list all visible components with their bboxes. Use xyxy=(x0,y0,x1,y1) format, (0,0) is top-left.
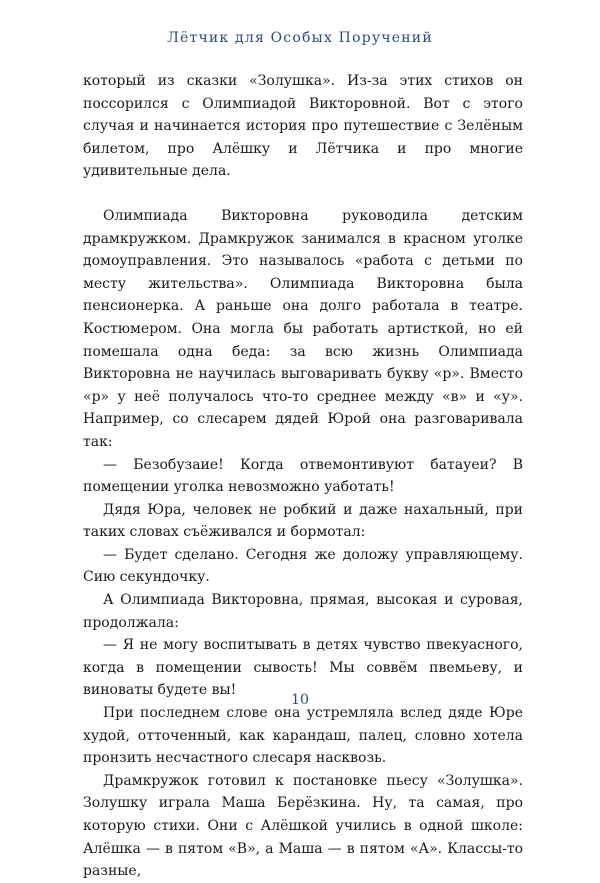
paragraph: А Олимпиада Викторовна, прямая, высокая и суровая, продолжала: xyxy=(83,592,523,631)
dialogue-paragraph: — Безобузаие! Когда отвемонтивуют батауеи? В помещении уголка невозможно уаботать! xyxy=(83,456,523,496)
paragraph: Дядя Юра, человек не робкий и даже нахальный, при таких словах съёживался и бормотал: xyxy=(83,501,523,541)
paragraph: Олимпиада Викторовна руководила детским драмкружком. Драмкружок занимался в красном уголке домоуправления. Это называлось «работа с детьми по месту жительства». Олимпиада Викторовна была пенсионерка. А раньше она долго работала в театре. Костюмером. Она могла бы работать артисткой, но ей помешала одна беда: за всю жизнь Олимпиада Викторовна не научилась выговаривать букву «р». Вместо «р» у неё получалось что-то среднее между «в» и «у». Например, со слесарем дядей Юрой она разговаривала так: xyxy=(83,207,523,450)
body-text xyxy=(83,70,523,883)
paragraph: Драмкружок готовил к постановке пьесу «Золушка». Золушку играла Маша Берёзкина. Ну, та самая, про которую стихи. Они с Алёшкой учились в одной школе: Алёшка — в пятом «В», а Маша — в пятом «А». Классы-то разные, xyxy=(83,772,523,880)
paragraph-continued: который из сказки «Золушка». Из-за этих стихов он поссорился с Олимпиадой Викторовной. Вот с этого случая и начинается история про путешествие с Зелёным билетом, про Алёшку и Лётчика и про многие удивительные дела. xyxy=(83,73,523,180)
running-head-title: Лётчик для Особых Поручений xyxy=(167,30,433,46)
page-number: 10 xyxy=(291,692,309,708)
paragraph: При последнем слове она устремляла вслед дяде Юре худой, отточенный, как карандаш, палец, словно хотела пронзить несчастного слесаря насквозь. xyxy=(83,705,523,767)
dialogue-paragraph: — Будет сделано. Сегодня же доложу управляющему. Сию секундочку. xyxy=(83,546,523,586)
dialogue-paragraph: — Я не могу воспитывать в детях чувство пвекуасного, когда в помещении сывость! Мы соввём пвемьеву, и виноваты будете вы! xyxy=(83,637,523,699)
